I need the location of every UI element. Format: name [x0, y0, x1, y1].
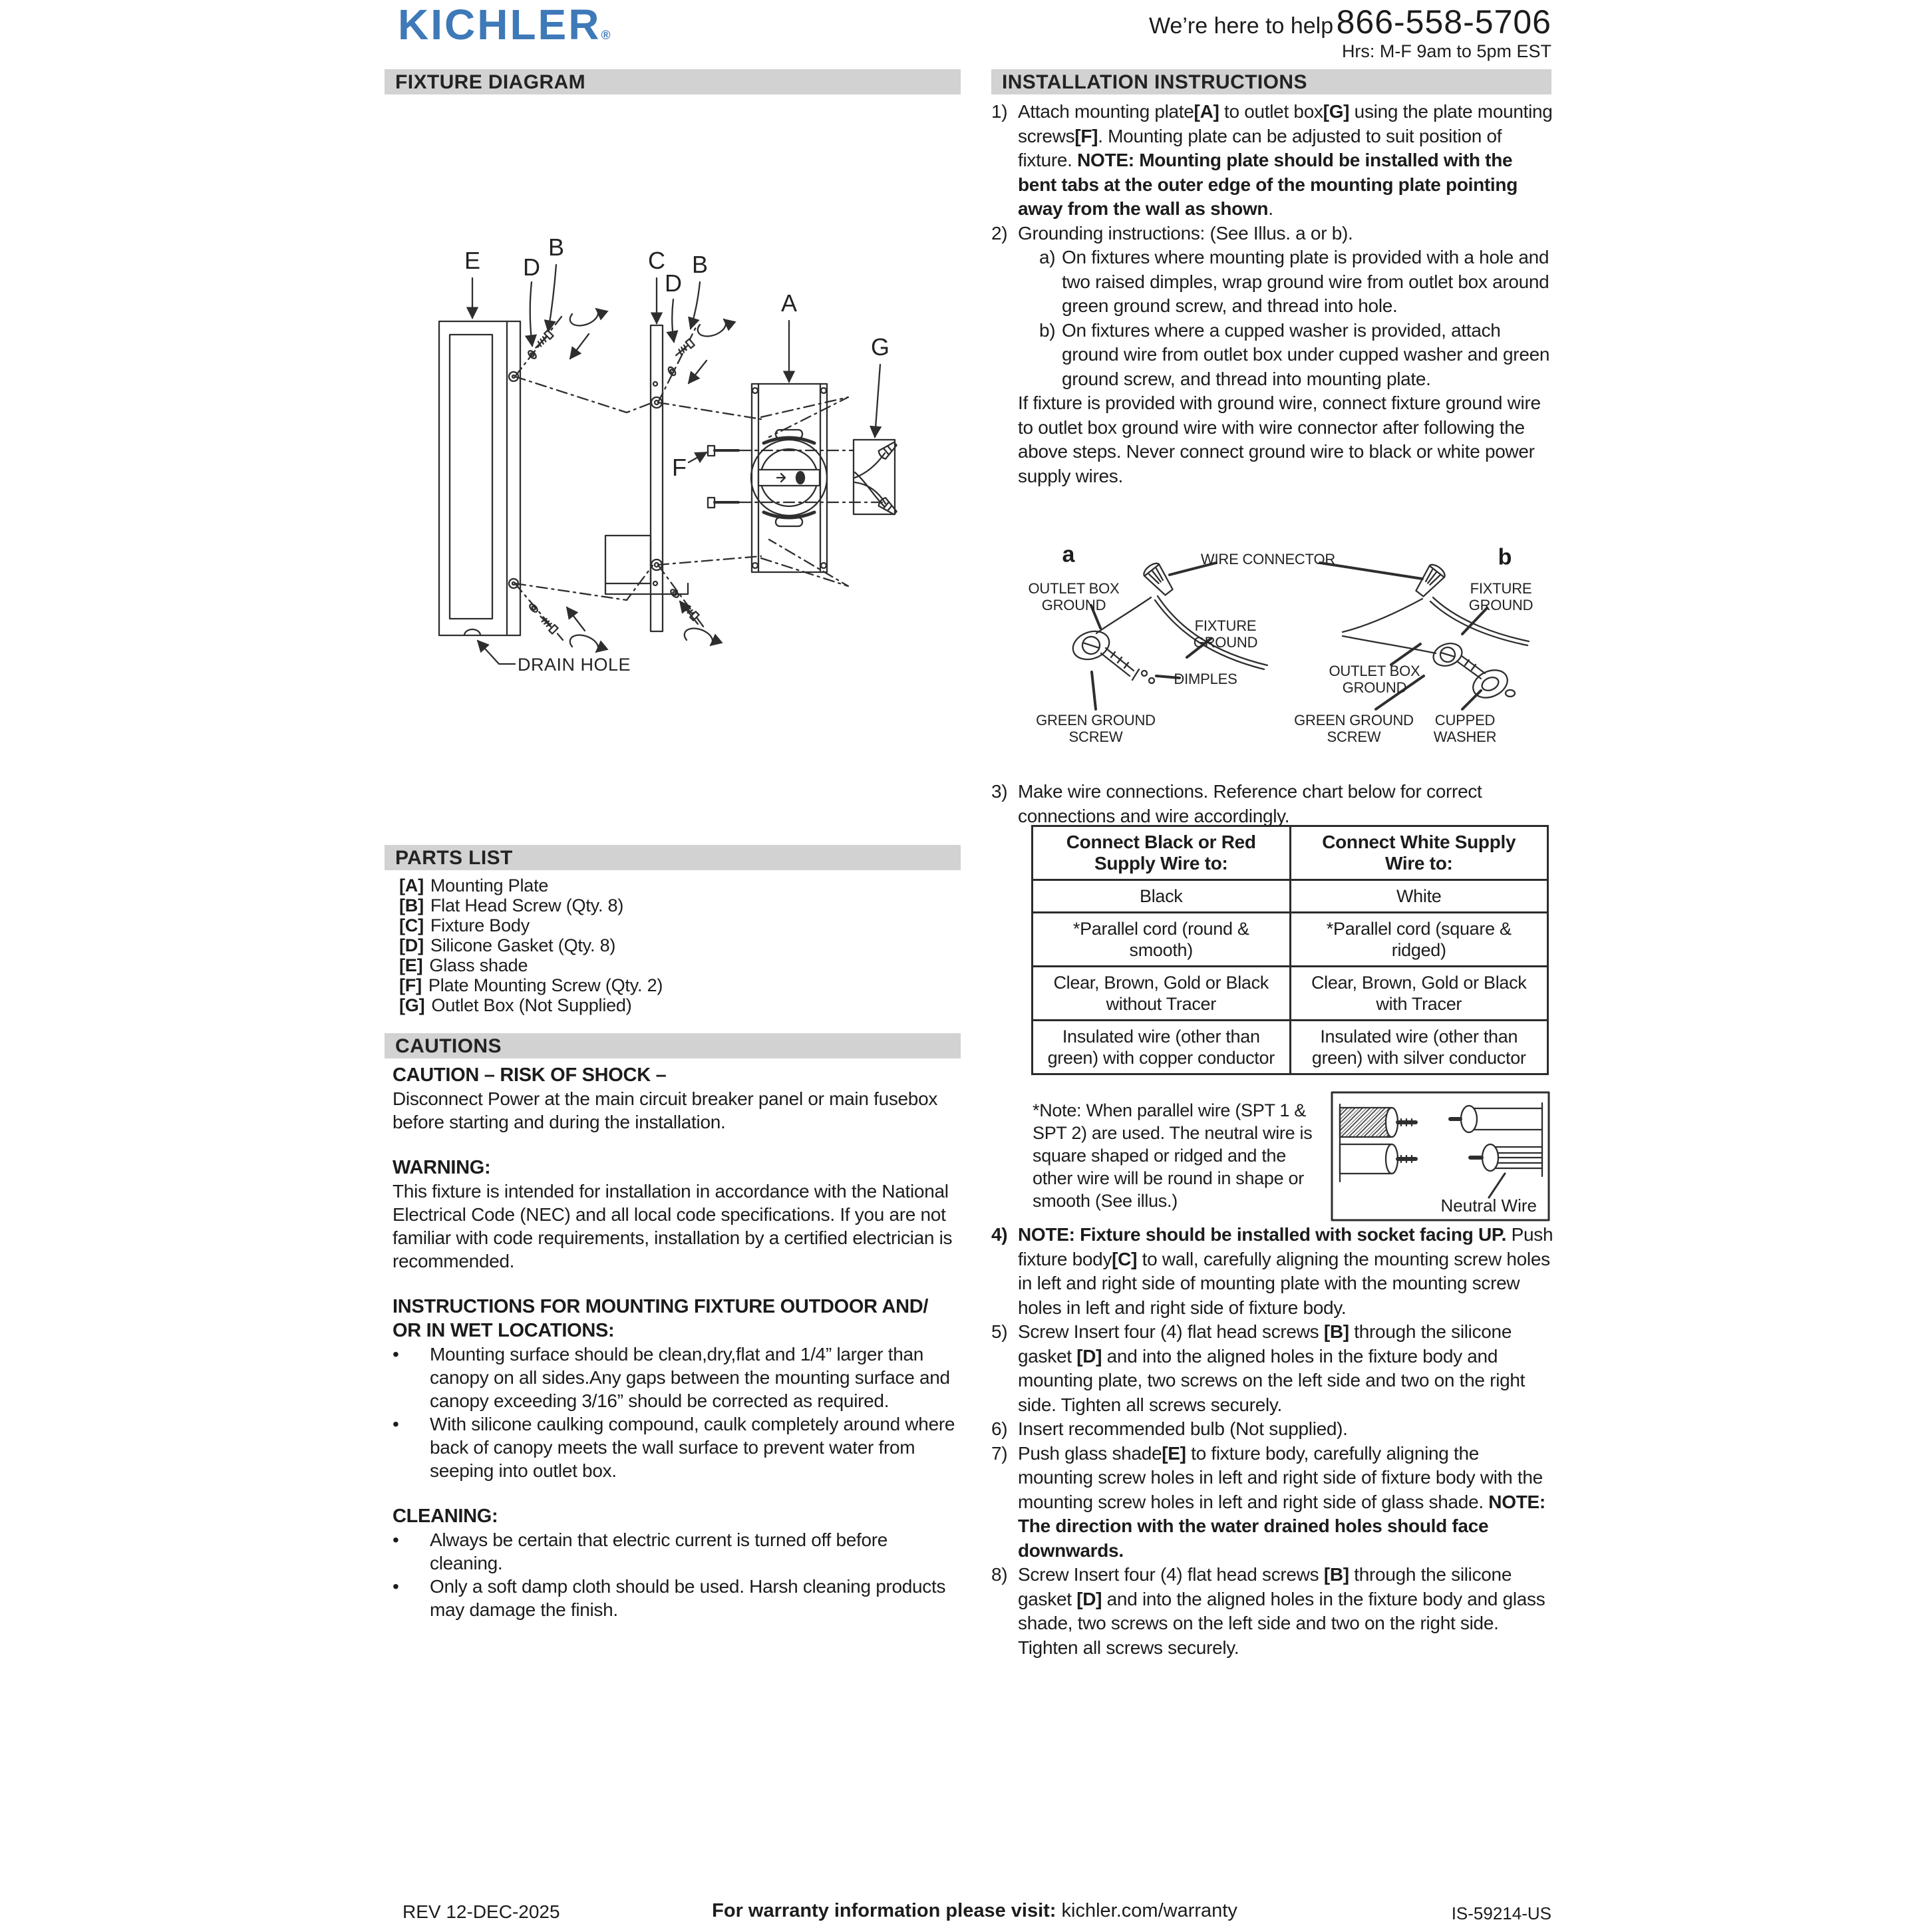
- neutral-wire-illustration: [1331, 1091, 1550, 1221]
- help-line: [1149, 3, 1551, 41]
- instruction-step: [991, 780, 1553, 828]
- instruction-step: [991, 1442, 1553, 1563]
- table-cell: Black: [1033, 880, 1291, 913]
- help-prefix: We’re here to help: [1148, 13, 1334, 39]
- diagram-label-B2: B: [691, 251, 709, 278]
- caution-heading: CAUTION – RISK OF SHOCK –: [393, 1064, 667, 1086]
- parts-list-item: [G] Outlet Box (Not Supplied): [399, 995, 632, 1015]
- wire-connector-label: WIRE CONNECTOR: [1200, 551, 1336, 567]
- step-text: Make wire connections. Reference chart below for correct connections and wire accordingly.: [1018, 781, 1482, 826]
- parts-list-header: PARTS LIST: [385, 845, 961, 870]
- step-number: 8): [991, 1564, 1008, 1585]
- instruction-step: [991, 222, 1553, 489]
- steps-4-8: [991, 1223, 1553, 1660]
- mounting-plate-shape: [751, 384, 827, 572]
- mounting-heading-line2: OR IN WET LOCATIONS:: [393, 1320, 615, 1341]
- outlet-box-ground-label-a: OUTLET BOX GROUND: [1028, 580, 1120, 613]
- grounding-illustrations: [991, 543, 1553, 777]
- mounting-heading-line1: INSTRUCTIONS FOR MOUNTING FIXTURE OUTDOOR AND/: [393, 1296, 929, 1317]
- installation-instructions-header: INSTALLATION INSTRUCTIONS: [991, 69, 1551, 94]
- step-text: Grounding instructions: (See Illus. a or b). a) On fixtures where mounting plate is provided with a hole and two raised dimples, wrap ground wire from outlet box around green ground screw, and thread into hole. b) On fixtures where a cupped washer is provided, attach ground wire from outlet box under cupped washer and green ground screw, and thread into mounting plate. If fixture is provided with ground wire, connect fixture ground wire to outlet box ground wire with wire connector after following the above steps. Never connect ground wire to black or white power supply wires.: [1018, 222, 1553, 489]
- table-header-cell: Connect White Supply Wire to:: [1290, 826, 1548, 880]
- table-cell: Clear, Brown, Gold or Black with Tracer: [1290, 967, 1548, 1021]
- phone-number: 866-558-5706: [1336, 3, 1551, 41]
- step-text: Screw Insert four (4) flat head screws [B] through the silicone gasket [D] and into the aligned holes in the fixture body and mounting plate, two screws on the left side and two on the right side. Tighten all screws securely.: [1018, 1321, 1526, 1415]
- bullet-item: • Only a soft damp cloth should be used. Harsh cleaning products may damage the finish.: [393, 1576, 946, 1620]
- table-row: [1033, 880, 1548, 913]
- step-number: 6): [991, 1418, 1008, 1439]
- caution-body: Disconnect Power at the main circuit breaker panel or main fusebox before starting and during the installation.: [393, 1088, 938, 1132]
- wire-connection-table: [1031, 825, 1549, 1075]
- diagram-label-D: D: [523, 253, 540, 281]
- step-number: 5): [991, 1321, 1008, 1342]
- diagram-label-F: F: [672, 454, 687, 481]
- table-cell: Clear, Brown, Gold or Black without Tracer: [1033, 967, 1291, 1021]
- table-header-cell: Connect Black or Red Supply Wire to:: [1033, 826, 1291, 880]
- outlet-box-shape: [854, 440, 899, 517]
- parts-list-item: [A] Mounting Plate: [399, 876, 549, 895]
- fixture-ground-label-a: FIXTURE GROUND: [1193, 617, 1258, 651]
- table-cell: White: [1290, 880, 1548, 913]
- step-number: 4): [991, 1224, 1008, 1245]
- table-cell: *Parallel cord (round & smooth): [1033, 913, 1291, 967]
- step-number: 1): [991, 101, 1008, 122]
- table-cell: Insulated wire (other than green) with silver conductor: [1290, 1021, 1548, 1074]
- parts-list-item: [E] Glass shade: [399, 955, 528, 975]
- warranty-link: kichler.com/warranty: [1061, 1900, 1237, 1921]
- step-number: 2): [991, 222, 1008, 243]
- instruction-step: [991, 1223, 1553, 1320]
- neutral-wire-label: Neutral Wire: [1440, 1196, 1537, 1215]
- diagram-label-G: G: [870, 333, 890, 361]
- kichler-logo: [398, 0, 610, 49]
- step-text: NOTE: Fixture should be installed with socket facing UP. Push fixture body[C] to wall, carefully aligning the mounting screw holes in left and right side of mounting plate with the mounting screw holes in left and right side of fixture body.: [1018, 1224, 1553, 1318]
- mounting-bullet-list: [393, 1343, 961, 1482]
- help-contact: [1149, 3, 1551, 62]
- step-3: [991, 780, 1553, 828]
- step-number: 7): [991, 1442, 1008, 1464]
- logo-text: KICHLER: [398, 1, 601, 49]
- steps-1-2: [991, 100, 1553, 488]
- instruction-step: [991, 1320, 1553, 1417]
- step-text: Insert recommended bulb (Not supplied).: [1018, 1418, 1348, 1439]
- fixture-exploded-diagram: [385, 100, 961, 842]
- sub-step: b) On fixtures where a cupped washer is provided, attach ground wire from outlet box under cupped washer and green ground screw, and thread into mounting plate.: [1039, 319, 1550, 389]
- step-text: Screw Insert four (4) flat head screws [B] through the silicone gasket [D] and into the aligned holes in the fixture body and glass shade, two screws on the left side and two on the right side. Tighten all screws securely.: [1018, 1564, 1545, 1658]
- diagram-label-D2: D: [665, 269, 682, 297]
- outlet-box-ground-label-b: OUTLET BOX GROUND: [1329, 663, 1420, 696]
- warning-heading: WARNING:: [393, 1157, 491, 1178]
- table-row: [1033, 1021, 1548, 1074]
- bullet-item: • Mounting surface should be clean,dry,flat and 1/4” larger than canopy on all sides.Any gaps between the mounting surface and canopy exceeding 3/16” should be corrected as required.: [393, 1344, 950, 1411]
- diagram-label-A: A: [780, 289, 798, 317]
- step-number: 3): [991, 781, 1008, 802]
- table-cell: Insulated wire (other than green) with copper conductor: [1033, 1021, 1291, 1074]
- document-id: IS-59214-US: [1451, 1903, 1551, 1923]
- cleaning-heading: CLEANING:: [393, 1506, 498, 1527]
- diagram-label-E: E: [464, 247, 481, 274]
- cautions-header: CAUTIONS: [385, 1033, 961, 1058]
- bullet-item: • With silicone caulking compound, caulk completely around where back of canopy meets the wall surface to prevent water from seeping into outlet box.: [393, 1414, 955, 1481]
- step-text: Attach mounting plate[A] to outlet box[G] using the plate mounting screws[F]. Mounting plate can be adjusted to suit position of fixture. NOTE: Mounting plate should be installed with the bent tabs at the outer edge of the mounting plate pointing away from the wall as shown.: [1018, 101, 1553, 219]
- parts-list-item: [F] Plate Mounting Screw (Qty. 2): [399, 975, 663, 995]
- revision-date: REV 12-DEC-2025: [402, 1901, 560, 1922]
- parts-list-item: [B] Flat Head Screw (Qty. 8): [399, 895, 624, 915]
- sub-step: a) On fixtures where mounting plate is provided with a hole and two raised dimples, wrap ground wire from outlet box around green ground screw, and thread into hole.: [1039, 247, 1549, 316]
- illustration-a-letter: a: [1062, 542, 1075, 567]
- glass-shade-shape: [439, 321, 520, 635]
- rotation-arrows: [567, 309, 726, 652]
- table-note: *Note: When parallel wire (SPT 1 & SPT 2) are used. The neutral wire is square shaped or ridged and the other wire will be round in shape or smooth (See illus.): [1033, 1100, 1313, 1211]
- cupped-washer-label: CUPPED WASHER: [1433, 712, 1497, 745]
- registered-mark: ®: [601, 29, 611, 43]
- dimples-label: DIMPLES: [1174, 671, 1237, 687]
- step-continuation: If fixture is provided with ground wire, connect fixture ground wire to outlet box ground wire with wire connector after following the above steps. Never connect ground wire to black or white power supply wires.: [1018, 393, 1541, 486]
- flat-head-screws-and-gaskets: [527, 330, 699, 633]
- table-row: [1033, 913, 1548, 967]
- step-text: Push glass shade[E] to fixture body, carefully aligning the mounting screw holes in left and right side of fixture body with the mounting screw holes in left and right side of glass shade. NOTE: The direction with the water drained holes should face downwards.: [1018, 1442, 1545, 1561]
- diagram-label-B: B: [548, 234, 565, 261]
- parts-list-item: [C] Fixture Body: [399, 915, 530, 935]
- warning-body: This fixture is intended for installation in accordance with the National Electrical Code (NEC) and all local code specifications. If you are not familiar with code requirements, installation by a certified electrician is recommended.: [393, 1181, 953, 1271]
- green-ground-screw-label-b: GREEN GROUND SCREW: [1294, 712, 1414, 745]
- parts-list-item: [D] Silicone Gasket (Qty. 8): [399, 935, 616, 955]
- bullet-item: • Always be certain that electric current is turned off before cleaning.: [393, 1530, 888, 1573]
- diagram-label-C: C: [648, 247, 665, 274]
- instruction-step: [991, 100, 1553, 222]
- plate-mounting-screws-shape: [708, 446, 738, 508]
- assembly-leader-lines: [515, 317, 884, 640]
- drain-hole-label: DRAIN HOLE: [518, 655, 631, 675]
- illustration-b-letter: b: [1498, 544, 1512, 570]
- fixture-diagram-header: FIXTURE DIAGRAM: [385, 69, 961, 94]
- help-hours: Hrs: M-F 9am to 5pm EST: [1341, 41, 1551, 61]
- green-ground-screw-label-a: GREEN GROUND SCREW: [1036, 712, 1156, 745]
- fixture-ground-label-b: FIXTURE GROUND: [1468, 580, 1533, 613]
- cautions-section: [385, 1063, 961, 1621]
- parts-list: [385, 876, 961, 1015]
- instruction-step: [991, 1417, 1553, 1442]
- warranty-note-bold: For warranty information please visit:: [712, 1900, 1056, 1921]
- table-row: [1033, 967, 1548, 1021]
- warranty-note: [712, 1900, 1237, 1922]
- cleaning-bullet-list: [393, 1528, 961, 1621]
- instruction-step: [991, 1563, 1553, 1660]
- table-cell: *Parallel cord (square & ridged): [1290, 913, 1548, 967]
